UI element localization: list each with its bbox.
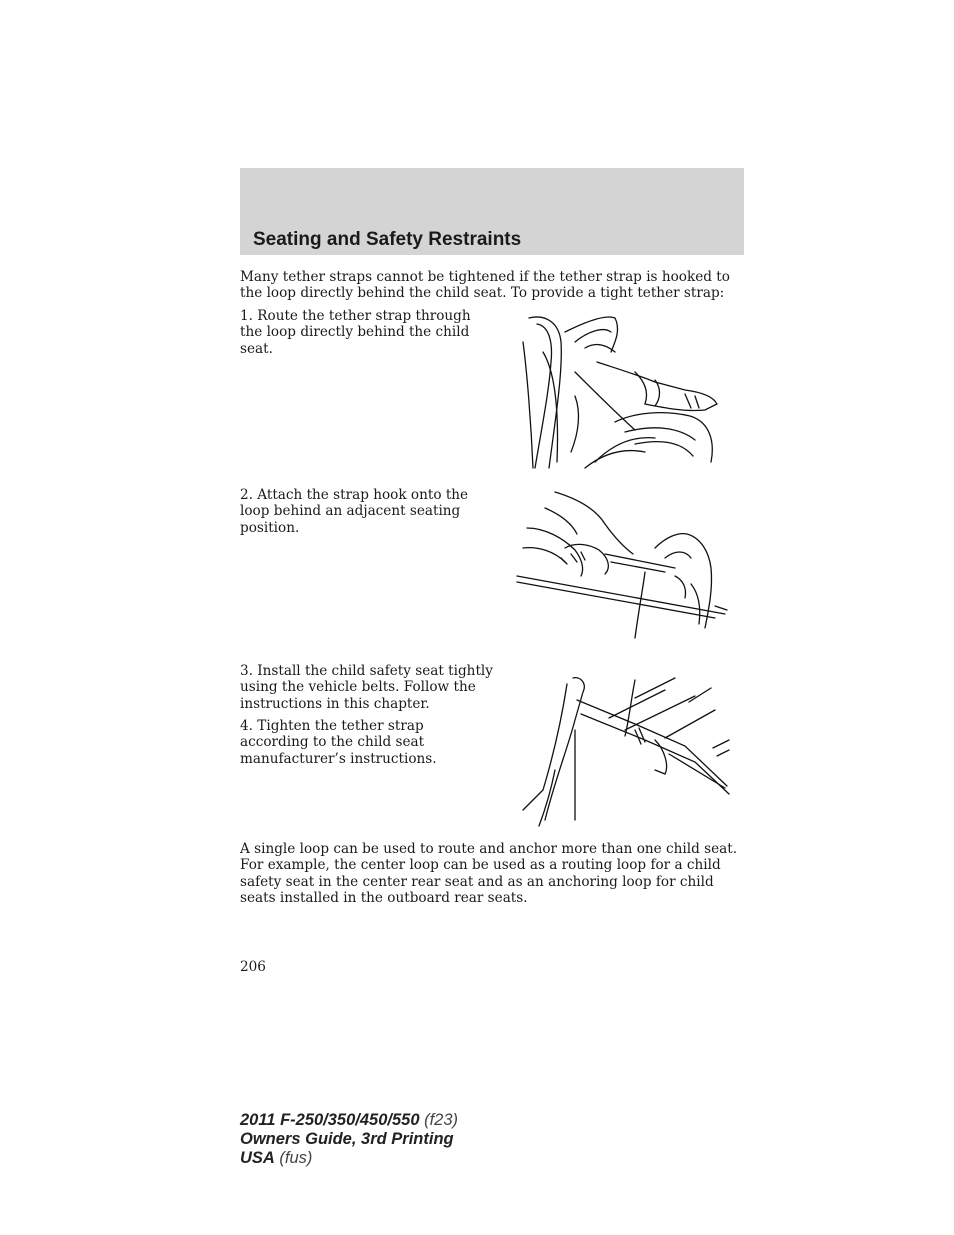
footer-region-code: (fus) <box>274 1149 313 1167</box>
intro-paragraph: Many tether straps cannot be tightened if the tether strap is hooked to the loop directly behind the child seat. To provide a tight tether strap: <box>240 269 730 302</box>
footer-model: 2011 F-250/350/450/550 <box>240 1111 420 1129</box>
page-number: 206 <box>240 959 266 975</box>
step-2: 2. Attach the strap hook onto the loop behind an adjacent seating position. <box>240 487 469 536</box>
hands-attaching-hook-illustration <box>515 488 730 648</box>
section-title: Seating and Safety Restraints <box>253 229 522 250</box>
footer-guide: Owners Guide, 3rd Printing <box>240 1130 454 1148</box>
closing-paragraph: A single loop can be used to route and anchor more than one child seat. For example, the center loop can be used as a routing loop for a child safety seat in the center rear seat and as an anchoring loop for child seats installed in the outboard rear seats. <box>240 841 738 906</box>
tightened-tether-strap-illustration <box>515 670 735 830</box>
section-header <box>240 168 744 255</box>
footer-region: USA <box>240 1149 275 1167</box>
footer-model-code: (f23) <box>419 1111 459 1129</box>
step-4: 4. Tighten the tether strap according to the child seat manufacturer’s instructions. <box>240 718 437 767</box>
step-1: 1. Route the tether strap through the loop directly behind the child seat. <box>240 308 471 357</box>
step-3: 3. Install the child safety seat tightly using the vehicle belts. Follow the instructions in this chapter. <box>240 663 493 712</box>
document-footer <box>240 1111 458 1168</box>
hands-routing-strap-illustration <box>515 312 725 472</box>
